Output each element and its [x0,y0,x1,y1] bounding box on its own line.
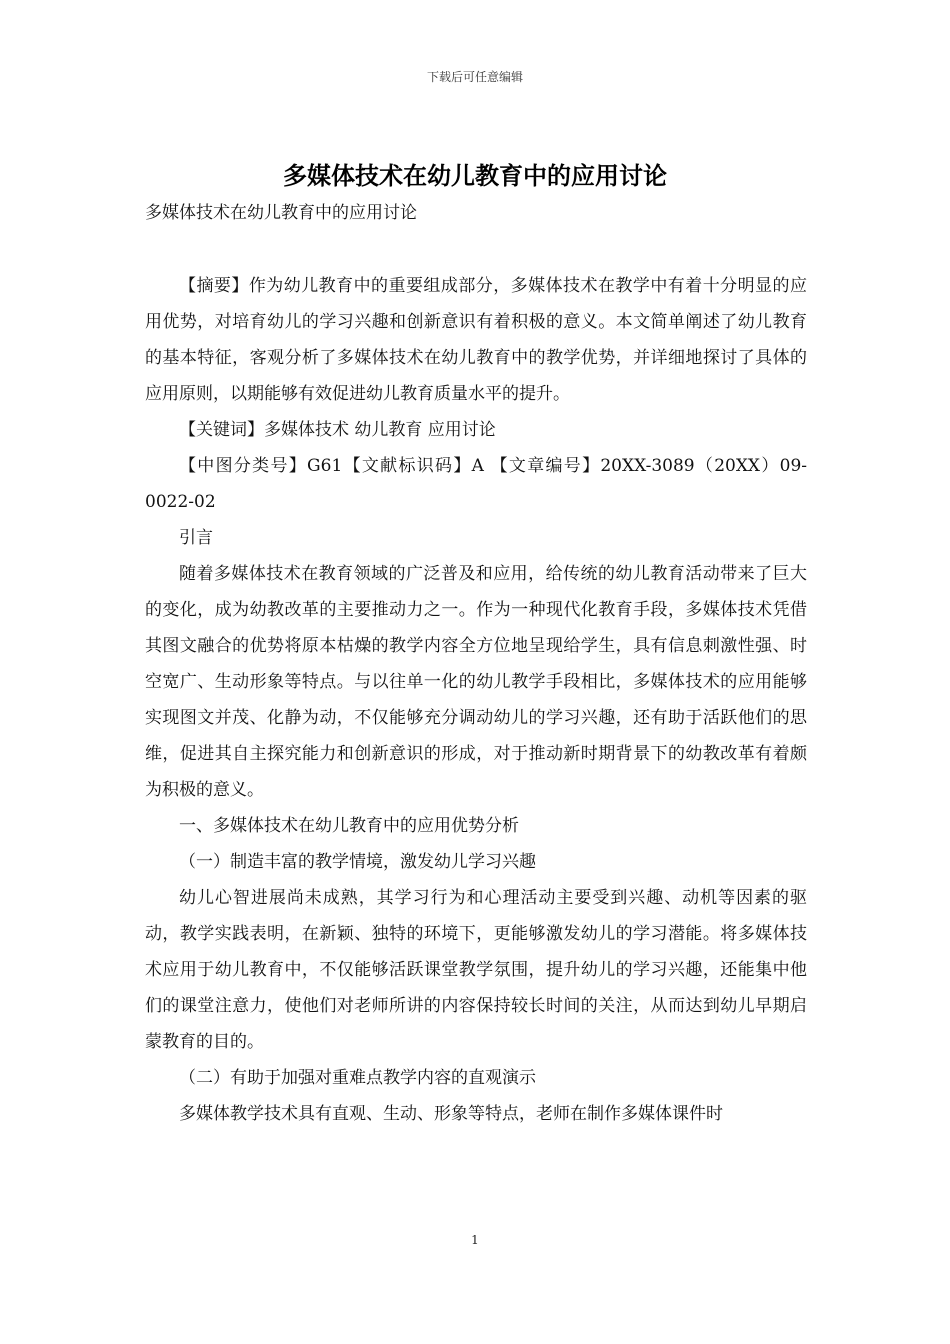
intro-heading: 引言 [179,528,213,548]
document-title: 多媒体技术在幼儿教育中的应用讨论 [283,162,667,190]
document-body [145,268,807,1132]
subsection-paragraph-1: 幼儿心智进展尚未成熟，其学习行为和心理活动主要受到兴趣、动机等因素的驱动，教学实践表明，在新颖、独特的环境下，更能够激发幼儿的学习潜能。将多媒体技术应用于幼儿教育中，不仅能够活跃课堂教学氛围，提升幼儿的学习兴趣，还能集中他们的课堂注意力，使他们对老师所讲的内容保持较长时间的关注，从而达到幼儿早期启蒙教育的目的。 [145,888,807,1052]
classification-paragraph: 【中图分类号】G61【文献标识码】A 【文章编号】20XX-3089（20XX）09-0022-02 [145,456,807,512]
subsection-paragraph-2: 多媒体教学技术具有直观、生动、形象等特点，老师在制作多媒体课件时 [179,1104,723,1124]
keywords-paragraph: 【关键词】多媒体技术 幼儿教育 应用讨论 [179,420,496,440]
document-subtitle: 多媒体技术在幼儿教育中的应用讨论 [145,203,417,223]
section-heading-1: 一、多媒体技术在幼儿教育中的应用优势分析 [179,816,519,836]
subsection-heading-1: （一）制造丰富的教学情境，激发幼儿学习兴趣 [179,852,536,872]
subsection-heading-2: （二）有助于加强对重难点教学内容的直观演示 [179,1068,536,1088]
page-header-note: 下载后可任意编辑 [426,70,523,84]
abstract-paragraph: 【摘要】作为幼儿教育中的重要组成部分，多媒体技术在教学中有着十分明显的应用优势，对培育幼儿的学习兴趣和创新意识有着积极的意义。本文简单阐述了幼儿教育的基本特征，客观分析了多媒体技术在幼儿教育中的教学优势，并详细地探讨了具体的应用原则，以期能够有效促进幼儿教育质量水平的提升。 [145,276,807,404]
page-number: 1 [471,1233,479,1247]
intro-paragraph: 随着多媒体技术在教育领域的广泛普及和应用，给传统的幼儿教育活动带来了巨大的变化，成为幼教改革的主要推动力之一。作为一种现代化教育手段，多媒体技术凭借其图文融合的优势将原本枯燥的教学内容全方位地呈现给学生，具有信息刺激性强、时空宽广、生动形象等特点。与以往单一化的幼儿教学手段相比，多媒体技术的应用能够实现图文并茂、化静为动，不仅能够充分调动幼儿的学习兴趣，还有助于活跃他们的思维，促进其自主探究能力和创新意识的形成，对于推动新时期背景下的幼教改革有着颇为积极的意义。 [145,564,807,800]
